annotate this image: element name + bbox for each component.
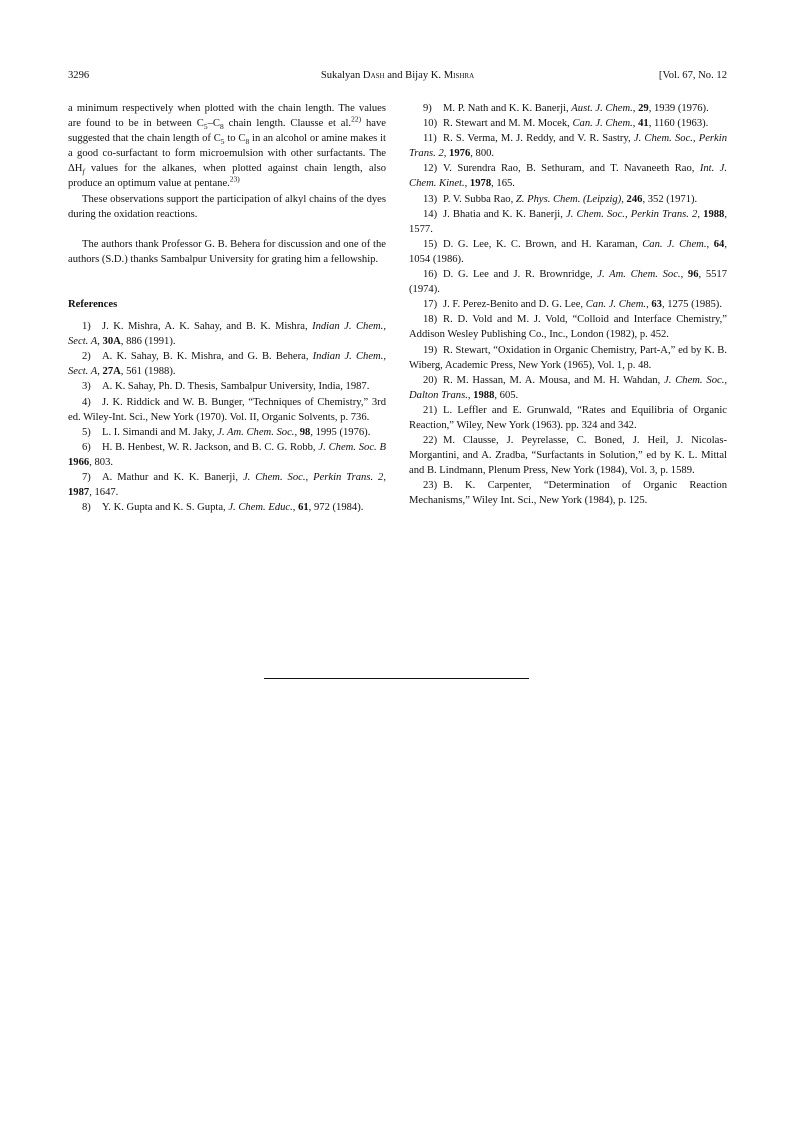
page-number: 3296 bbox=[68, 70, 90, 81]
reference-item: 13) P. V. Subba Rao, Z. Phys. Chem. (Leipzig), 246, 352 (1971). bbox=[423, 193, 698, 205]
reference-item: 4) J. K. Riddick and W. B. Bunger, “Techniques of Chemistry,” 3rd ed. Wiley-Int. Sci., New York (1970). Vol. II, Organic Solvents, p. 736. bbox=[68, 396, 386, 423]
reference-item: 19) R. Stewart, “Oxidation in Organic Chemistry, Part-A,” ed by K. B. Wiberg, Academic Press, New York (1965), Vol. 1, p. 48. bbox=[409, 344, 727, 371]
journal-volume: [Vol. 67, No. 12 bbox=[658, 70, 727, 81]
reference-item: 14) J. Bhatia and K. K. Banerji, J. Chem. Soc., Perkin Trans. 2, 1988, 1577. bbox=[409, 208, 727, 235]
end-rule bbox=[264, 678, 529, 679]
running-header bbox=[68, 70, 727, 86]
references-heading: References bbox=[68, 298, 118, 310]
reference-item: 5) L. I. Simandi and M. Jaky, J. Am. Chem. Soc., 98, 1995 (1976). bbox=[82, 426, 371, 438]
reference-item: 2) A. K. Sahay, B. K. Mishra, and G. B. Behera, Indian J. Chem., Sect. A, 27A, 561 (1988). bbox=[68, 351, 386, 378]
reference-item: 9) M. P. Nath and K. K. Banerji, Aust. J. Chem., 29, 1939 (1976). bbox=[423, 103, 709, 114]
reference-item: 11) R. S. Verma, M. J. Reddy, and V. R. Sastry, J. Chem. Soc., Perkin Trans. 2, 1976, 800. bbox=[409, 133, 727, 160]
reference-item: 12) V. Surendra Rao, B. Sethuram, and T. Navaneeth Rao, Int. J. Chem. Kinet., 1978, 165. bbox=[409, 163, 727, 190]
reference-item: 6) H. B. Henbest, W. R. Jackson, and B. C. G. Robb, J. Chem. Soc. B 1966, 803. bbox=[68, 441, 386, 468]
body-paragraph-1: a minimum respectively when plotted with the chain length. The values are found to be in between $C_5-C_8$ chain length. Clausse et al.$^{22)}$ have suggested that the chain length of $C_5$ to $C_8$ in an alcohol or amine makes it a good co-surfactant to form microemulsion with other surfactants. The $\Delta H_f$ values for the alkanes, when plotted against chain length, also produce an optimum value at pentane.$^{23)}$ bbox=[68, 103, 386, 190]
reference-item: 18) R. D. Vold and M. J. Vold, “Colloid and Interface Chemistry,” Addison Wesley Publishing Co., Inc., London (1982), p. 452. bbox=[409, 314, 727, 341]
reference-item: 17) J. F. Perez-Benito and D. G. Lee, Can. J. Chem., 63, 1275 (1985). bbox=[423, 299, 722, 311]
reference-item: 15) D. G. Lee, K. C. Brown, and H. Karaman, Can. J. Chem., 64, 1054 (1986). bbox=[409, 238, 727, 265]
references-list-right bbox=[409, 101, 727, 509]
reference-item: 20) R. M. Hassan, M. A. Mousa, and M. H. Wahdan, J. Chem. Soc., Dalton Trans., 1988, 605. bbox=[409, 374, 727, 401]
reference-item: 8) Y. K. Gupta and K. S. Gupta, J. Chem. Educ., 61, 972 (1984). bbox=[82, 502, 364, 514]
reference-item: 1) J. K. Mishra, A. K. Sahay, and B. K. Mishra, Indian J. Chem., Sect. A, 30A, 886 (1991). bbox=[68, 321, 386, 348]
body-paragraph-2: These observations support the participation of alkyl chains of the dyes during the oxidation reactions. bbox=[68, 193, 386, 220]
reference-item: 23) B. K. Carpenter, “Determination of Organic Reaction Mechanisms,” Wiley Int. Sci., New York (1984), p. 125. bbox=[409, 480, 727, 507]
reference-item: 16) D. G. Lee and J. R. Brownridge, J. Am. Chem. Soc., 96, 5517 (1974). bbox=[409, 269, 728, 296]
references-list-left bbox=[68, 319, 386, 515]
reference-item: 7) A. Mathur and K. K. Banerji, J. Chem. Soc., Perkin Trans. 2, 1987, 1647. bbox=[68, 471, 386, 499]
right-column bbox=[409, 101, 727, 509]
reference-item: 22) M. Clausse, J. Peyrelasse, C. Boned, J. Heil, J. Nicolas-Morgantini, and A. Zradba, “Surfactants in Solution,” ed by K. L. Mittal and B. Lindmann, Plenum Press, New York (1984), Vol. 3, p. 1589. bbox=[409, 435, 727, 477]
left-column bbox=[68, 101, 386, 515]
reference-item: 10) R. Stewart and M. M. Mocek, Can. J. Chem., 41, 1160 (1963). bbox=[423, 118, 709, 130]
reference-item: 21) L. Leffler and E. Grunwald, “Rates and Equilibria of Organic Reaction,” Wiley, New York (1963). pp. 324 and 342. bbox=[409, 404, 727, 431]
acknowledgement: The authors thank Professor G. B. Behera for discussion and one of the authors (S.D.) thanks Sambalpur University for grating him a fellowship. bbox=[68, 238, 386, 265]
reference-item: 3) A. K. Sahay, Ph. D. Thesis, Sambalpur University, India, 1987. bbox=[82, 381, 370, 393]
running-authors: Sukalyan Dash and Bijay K. Mishra bbox=[320, 70, 475, 81]
